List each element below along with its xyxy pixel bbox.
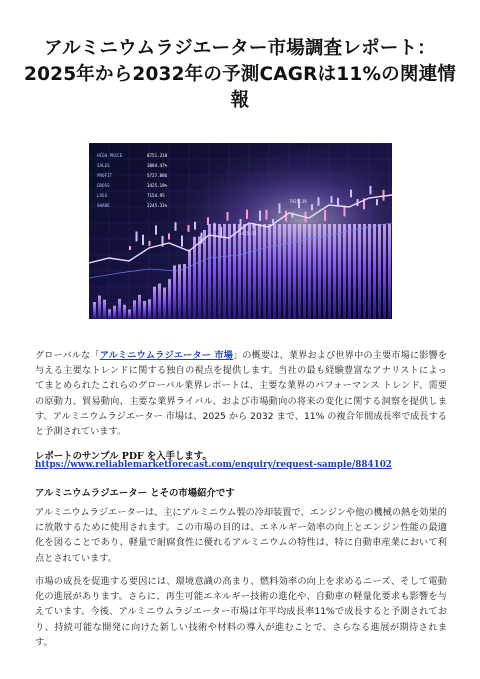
chart-bar — [153, 287, 156, 319]
chart-bar — [248, 224, 251, 319]
ticker-label: SHARE — [97, 203, 110, 208]
chart-bar — [348, 224, 351, 319]
chart-label: 3415.11 — [239, 231, 257, 236]
chart-bar — [223, 224, 226, 319]
chart-bar — [353, 224, 356, 319]
ticker-value: 3084.47% — [147, 163, 168, 168]
chart-bar — [358, 224, 361, 319]
ticker-value: 5727.886 — [147, 173, 168, 178]
chart-bar — [148, 299, 151, 319]
chart-bar — [133, 300, 136, 319]
intro-prefix: グローバルな「 — [35, 350, 100, 361]
chart-bar — [308, 224, 311, 319]
chart-bar — [328, 224, 331, 319]
ticker-label: HIGH PRICE — [97, 153, 123, 158]
intro-section-paragraph-1: アルミニウムラジエーターは、主にアルミニウム製の冷却装置で、エンジンや他の機械の熱を効果的に放散するために使用されます。この市場の目的は、エネルギー効率の向上とエンジン性能の最適化を図ることであり、軽量で耐腐食性に優れるアルミニウムの特性は、特に自動車産業において利点とされています。 — [35, 507, 447, 564]
candle-mark — [181, 236, 183, 247]
candle-mark — [175, 222, 177, 231]
chart-bar — [108, 309, 111, 319]
chart-bar — [338, 224, 341, 319]
ticker-label: LOSS — [97, 193, 108, 198]
hero-chart-svg — [89, 143, 392, 319]
candle-mark — [350, 190, 352, 198]
chart-bar — [103, 300, 106, 319]
ticker-label: GROSS — [97, 183, 110, 188]
sample-request-link[interactable]: https://www.reliablemarketforecast.com/enquiry/request-sample/884102 — [35, 460, 392, 470]
chart-bar — [233, 224, 236, 319]
chart-bar — [193, 237, 196, 319]
ticker-value: 3425.18% — [147, 183, 168, 188]
chart-bar — [198, 236, 201, 319]
chart-bar — [278, 224, 281, 319]
candle-mark — [383, 190, 385, 201]
candle-mark — [324, 210, 326, 221]
candle-mark — [136, 231, 138, 241]
chart-bar — [173, 265, 176, 319]
chart-bar — [93, 302, 96, 319]
candle-mark — [227, 212, 229, 221]
candle-mark — [376, 199, 378, 205]
candle-mark — [194, 222, 196, 230]
chart-bar — [318, 224, 321, 319]
chart-bar — [323, 224, 326, 319]
candle-mark — [318, 197, 320, 206]
candle-mark — [370, 186, 372, 195]
page-title — [24, 36, 456, 114]
ticker-value: 7154.95 — [147, 193, 165, 198]
candle-mark — [142, 235, 144, 245]
chart-bar — [343, 224, 346, 319]
ticker-label: SALES — [97, 163, 110, 168]
ticker-value: 8751.210 — [147, 153, 168, 158]
candle-mark — [272, 219, 274, 223]
chart-bar — [138, 295, 141, 319]
chart-bar — [378, 224, 381, 319]
chart-bar — [123, 305, 126, 319]
candle-mark — [207, 217, 209, 225]
chart-bar — [268, 224, 271, 319]
title-line-2: 2025年から2032年の予測CAGRは11%の関連情 — [24, 64, 456, 85]
intro-section-paragraph-2: 市場の成長を促進する要因には、環境意識の高まり、燃料効率の向上を求めるニーズ、そして電動化の進展があります。さらに、再生可能エネルギー技術の進化や、自動車の軽量化要求も影響を与えています。今後、アルミニウムラジエーター市場は年平均成長率11%で成長すると予測されており、持続可能な開発に向けた新しい技術や材料の導入が進むことで、さらなる進展が期待されます。 — [35, 576, 447, 648]
chart-bar — [238, 224, 241, 319]
chart-bar — [168, 279, 171, 319]
chart-bar — [143, 301, 146, 319]
chart-bar — [263, 224, 266, 319]
chart-bar — [258, 224, 261, 319]
section-heading: アルミニウムラジエーター とその市場紹介です — [35, 488, 235, 499]
candle-mark — [266, 210, 268, 220]
ticker-label: PROFIT — [97, 173, 113, 178]
candle-mark — [168, 233, 170, 239]
candle-mark — [331, 196, 333, 203]
chart-bar — [293, 224, 296, 319]
chart-bar — [253, 224, 256, 319]
chart-bar — [118, 299, 121, 319]
chart-bar — [333, 224, 336, 319]
chart-bar — [283, 224, 286, 319]
chart-bar — [388, 224, 391, 319]
chart-bar — [178, 264, 181, 319]
chart-bar — [273, 224, 276, 319]
candle-mark — [246, 210, 248, 219]
chart-bar — [298, 224, 301, 319]
chart-bar — [373, 224, 376, 319]
chart-bar — [98, 296, 101, 319]
chart-bar — [208, 224, 211, 319]
chart-bar — [243, 224, 246, 319]
chart-bar — [158, 284, 161, 319]
chart-bar — [203, 230, 206, 319]
ticker-value: 3245.31% — [147, 203, 168, 208]
candle-mark — [311, 204, 313, 210]
chart-bar — [163, 288, 166, 319]
chart-label: 7925.39 — [289, 199, 307, 204]
intro-suffix: 」の概要は、業界および世界中の主要市場に影響を与える主要なトレンドに関する独自の視点を提供します。当社の最も経験豊富なアナリストによってまとめられたこれらのグローバル業界レポートは、主要な業界のパフォーマンス トレンド、需要の原動力、貿易動向、主要な業界ライバル、および市場動向の将来の変化に関する洞察を提供します。アルミニウムラジエーター 市場は、2025 から 2032 まで、11% の複合年間成長率で成長すると予測されています。 — [35, 350, 448, 438]
candle-mark — [155, 225, 157, 234]
chart-bar — [188, 250, 191, 319]
candle-mark — [259, 211, 261, 221]
chart-bar — [113, 306, 116, 319]
chart-bar — [368, 224, 371, 319]
candle-mark — [337, 198, 339, 206]
chart-bar — [213, 224, 216, 319]
candle-mark — [129, 246, 131, 250]
sample-label: レポートのサンプル PDF を入手します。 — [35, 451, 212, 462]
title-line-3: 報 — [230, 90, 250, 111]
market-chart-illustration — [89, 143, 392, 319]
chart-bar — [363, 224, 366, 319]
title-line-1: アルミニウムラジエーター市場調査レポート： — [44, 38, 436, 59]
chart-bar — [183, 264, 186, 319]
candle-mark — [279, 203, 281, 213]
chart-bar — [288, 224, 291, 319]
chart-bar — [218, 224, 221, 319]
market-keyword-link[interactable]: アルミニウムラジエーター 市場 — [99, 350, 233, 361]
chart-bar — [128, 310, 131, 319]
chart-bar — [383, 224, 386, 319]
intro-paragraph — [35, 348, 447, 439]
candle-mark — [188, 225, 190, 232]
chart-bar — [303, 224, 306, 319]
candle-mark — [149, 241, 151, 246]
